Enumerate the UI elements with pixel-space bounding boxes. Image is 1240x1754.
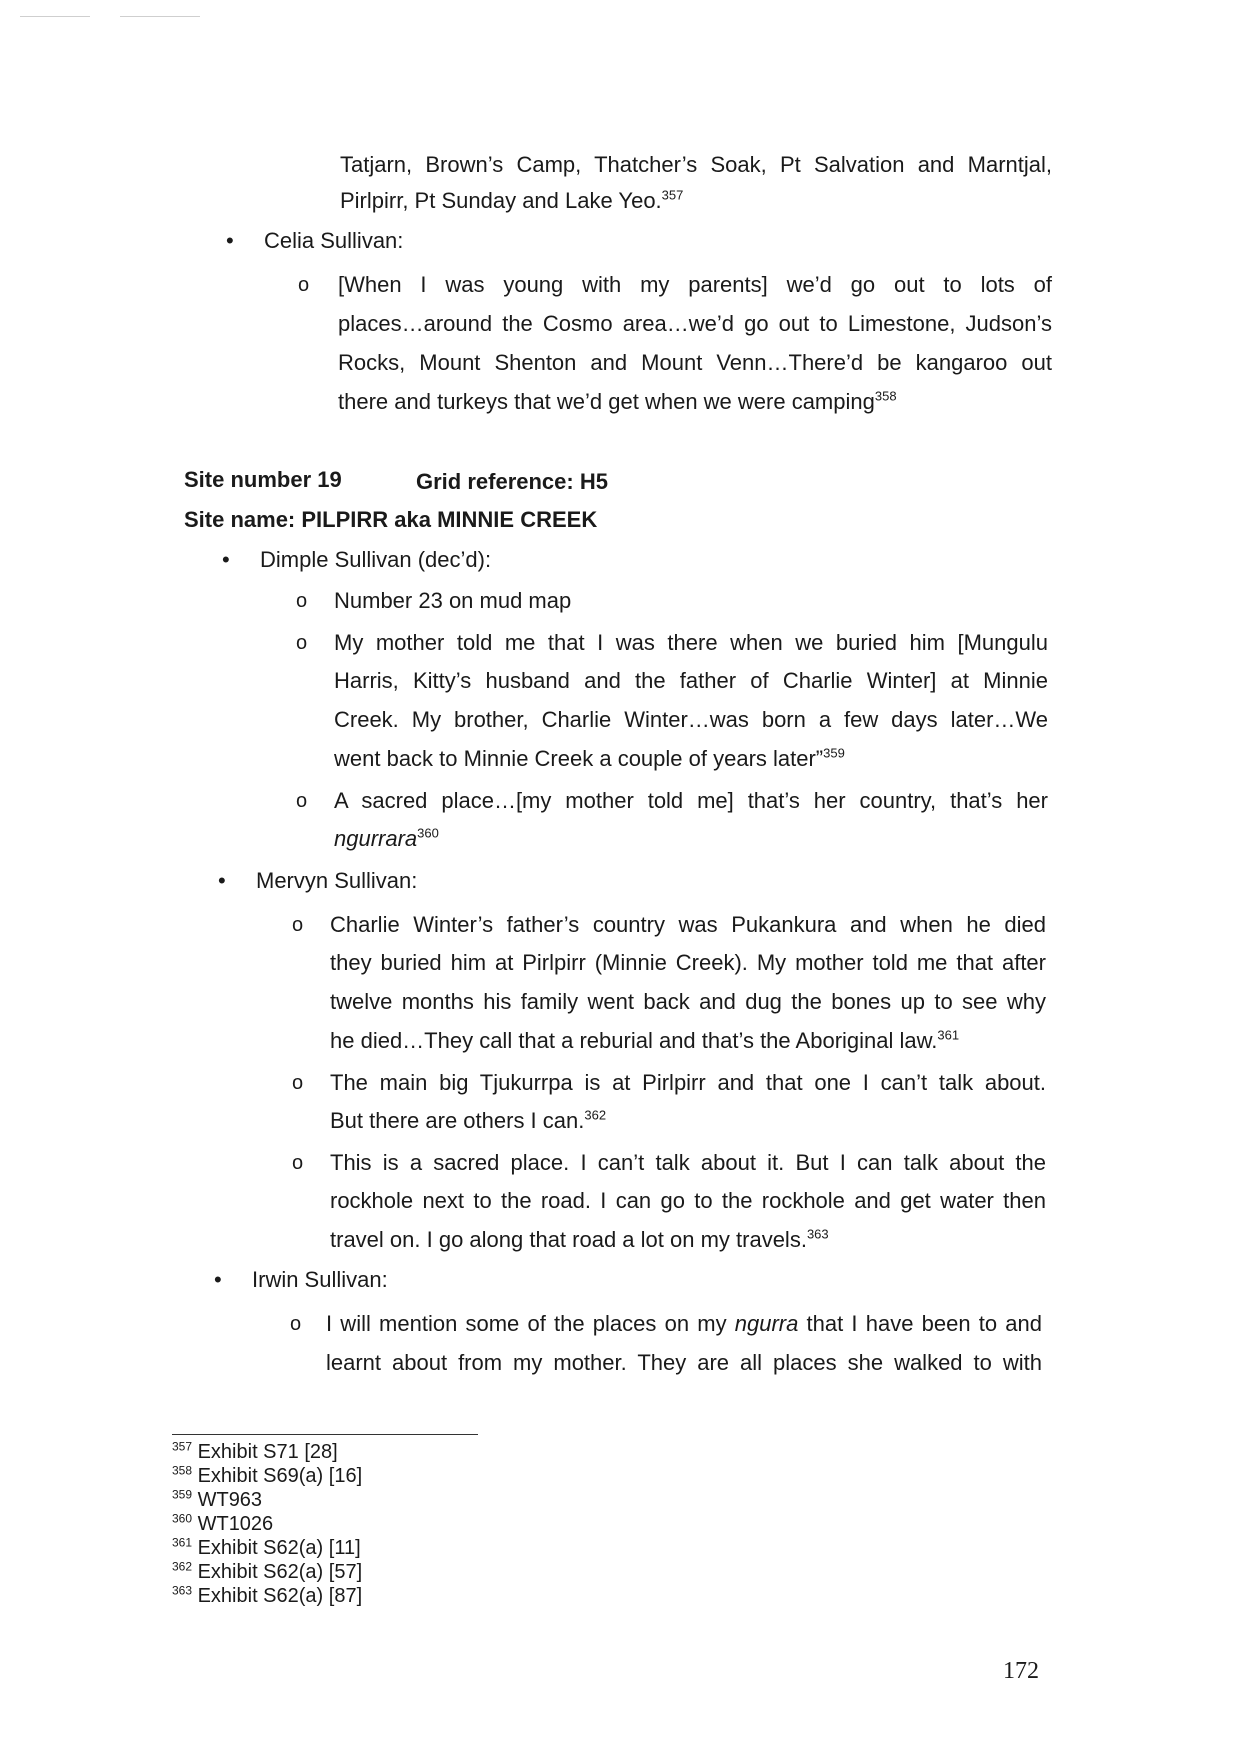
quote-line: rockhole next to the road. I can go to the rockhole and get water then: [330, 1188, 1046, 1213]
sub-bullet-marker: o: [290, 1313, 302, 1335]
footnote-ref: 357: [661, 187, 684, 203]
quote-line: My mother told me that I was there when we buried him [Mungulu: [334, 630, 1048, 655]
quote-line: travel on. I go along that road a lot on my travels.$^{363}$: [330, 1226, 829, 1252]
speaker-name: Irwin Sullivan:: [252, 1267, 388, 1292]
site-name-heading: Site name: PILPIRR aka MINNIE CREEK: [184, 507, 598, 532]
quote-line: I will mention some of the places on my ngurra that I have been to and: [326, 1311, 1043, 1336]
footnote-ref: 360: [417, 825, 439, 841]
quote-line: there and turkeys that we’d get when we were camping$^{358}$: [338, 388, 897, 414]
quote-line: he died…They call that a reburial and that’s the Aboriginal law.$^{361}$: [330, 1027, 960, 1053]
quote-line: The main big Tjukurrpa is at Pirlpirr and that one I can’t talk about.: [330, 1070, 1046, 1095]
speaker-name: Celia Sullivan:: [264, 228, 404, 253]
body-line: Tatjarn, Brown’s Camp, Thatcher’s Soak, Pt Salvation and Marntjal,: [340, 152, 1052, 177]
quote-line: went back to Minnie Creek a couple of years later”$^{359}$: [334, 745, 845, 771]
quote-line: twelve months his family went back and dug the bones up to see why: [330, 989, 1046, 1014]
sub-bullet-marker: o: [296, 790, 308, 812]
bullet-marker: •: [218, 868, 226, 893]
sub-bullet-marker: o: [292, 914, 304, 936]
quote-line: [When I was young with my parents] we’d go out to lots of: [338, 272, 1052, 297]
footnote: $^{358}$ Exhibit S69(a) [16]: [172, 1463, 363, 1487]
quote-line: A sacred place…[my mother told me] that’s her country, that’s her: [334, 788, 1048, 813]
footnote-ref: 359: [823, 745, 845, 761]
quote-line: But there are others I can.$^{362}$: [330, 1107, 607, 1133]
quote-line: learnt about from my mother. They are all places she walked to with: [326, 1350, 1042, 1375]
quote-line: Creek. My brother, Charlie Winter…was born a few days later…We: [334, 707, 1048, 732]
scan-mark: [20, 16, 90, 17]
sub-bullet-marker: o: [296, 590, 308, 612]
footnote: $^{360}$ WT1026: [172, 1511, 274, 1535]
quote-line: Harris, Kitty’s husband and the father of Charlie Winter] at Minnie: [334, 668, 1048, 693]
sub-bullet-marker: o: [292, 1152, 304, 1174]
quote-line: places…around the Cosmo area…we’d go out to Limestone, Judson’s: [338, 311, 1052, 336]
grid-reference-heading: Grid reference: H5: [416, 469, 608, 494]
quote-line: they buried him at Pirlpirr (Minnie Creek). My mother told me that after: [330, 950, 1046, 975]
sub-bullet-marker: o: [292, 1072, 304, 1094]
footnote: $^{357}$ Exhibit S71 [28]: [172, 1439, 338, 1463]
footnote: $^{362}$ Exhibit S62(a) [57]: [172, 1559, 363, 1583]
footnote: $^{359}$ WT963: [172, 1487, 263, 1511]
quote-line: This is a sacred place. I can’t talk about it. But I can talk about the: [330, 1150, 1046, 1175]
page-number: 172: [1003, 1658, 1039, 1684]
footnote-ref: 362: [584, 1107, 607, 1123]
bullet-marker: •: [226, 228, 234, 253]
bullet-marker: •: [214, 1267, 222, 1292]
body-line: Pirlpirr, Pt Sunday and Lake Yeo.$^{357}$: [340, 187, 684, 213]
footnote: $^{361}$ Exhibit S62(a) [11]: [172, 1535, 361, 1559]
footnote-ref: 361: [937, 1027, 960, 1043]
quote-line: Number 23 on mud map: [334, 588, 572, 613]
footnote: $^{363}$ Exhibit S62(a) [87]: [172, 1583, 363, 1607]
sub-bullet-marker: o: [298, 274, 310, 296]
site-number-heading: Site number 19: [184, 467, 342, 492]
footnote-ref: 358: [874, 388, 897, 404]
scan-mark: [120, 16, 200, 17]
sub-bullet-marker: o: [296, 632, 308, 654]
quote-line: ngurrara$^{360}$: [334, 825, 439, 851]
footnote-divider: [172, 1434, 478, 1435]
quote-line: Charlie Winter’s father’s country was Pukankura and when he died: [330, 912, 1046, 937]
bullet-marker: •: [222, 547, 230, 572]
speaker-name: Mervyn Sullivan:: [256, 868, 418, 893]
footnote-ref: 363: [806, 1226, 829, 1242]
speaker-name: Dimple Sullivan (dec’d):: [260, 547, 492, 572]
quote-line: Rocks, Mount Shenton and Mount Venn…There’d be kangaroo out: [338, 350, 1052, 375]
